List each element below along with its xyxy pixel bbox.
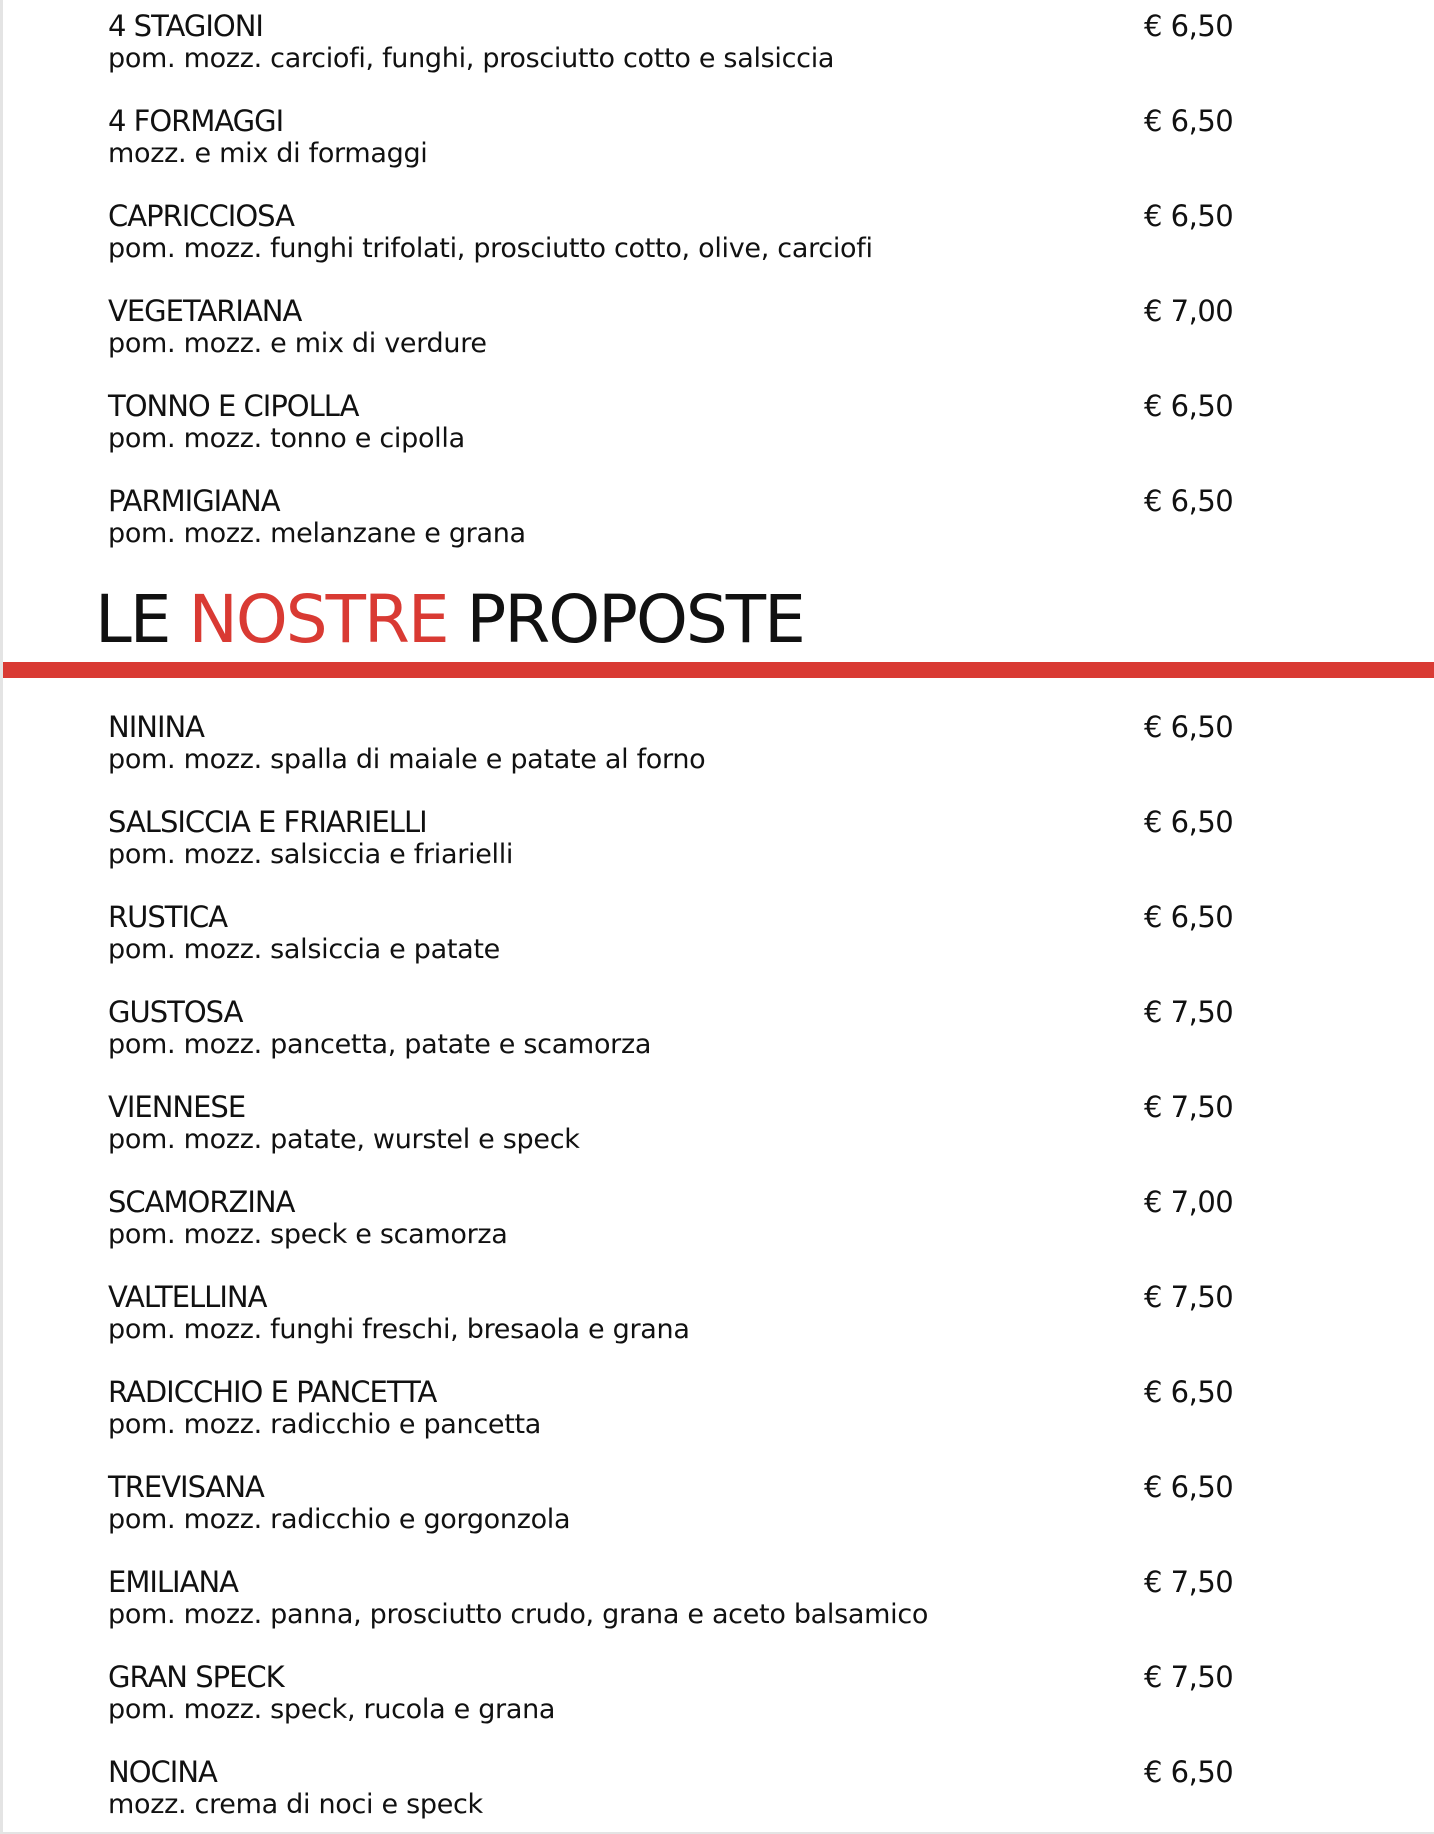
item-description: pom. mozz. salsiccia e friarielli <box>108 839 514 870</box>
menu-item <box>108 293 1238 373</box>
item-name: RADICCHIO E PANCETTA <box>108 1375 437 1409</box>
item-price: € 6,50 <box>1144 805 1234 839</box>
item-name: VEGETARIANA <box>108 294 302 328</box>
menu-item <box>108 1659 1238 1739</box>
item-name: 4 STAGIONI <box>108 9 263 43</box>
item-description: pom. mozz. funghi trifolati, prosciutto cotto, olive, carciofi <box>108 233 873 264</box>
item-description: pom. mozz. pancetta, patate e scamorza <box>108 1029 652 1060</box>
menu-item <box>108 1564 1238 1644</box>
menu-item <box>108 1374 1238 1454</box>
item-description: pom. mozz. speck, rucola e grana <box>108 1694 556 1725</box>
section-title <box>95 583 804 657</box>
item-price: € 7,50 <box>1144 1090 1234 1124</box>
menu-item <box>108 198 1238 278</box>
item-description: pom. mozz. melanzane e grana <box>108 518 526 549</box>
menu-item <box>108 388 1238 468</box>
item-description: pom. mozz. panna, prosciutto crudo, grana e aceto balsamico <box>108 1599 929 1630</box>
item-price: € 7,00 <box>1144 294 1234 328</box>
item-name: NOCINA <box>108 1755 217 1789</box>
item-price: € 6,50 <box>1144 104 1234 138</box>
item-description: pom. mozz. tonno e cipolla <box>108 423 465 454</box>
item-price: € 7,50 <box>1144 1660 1234 1694</box>
item-price: € 6,50 <box>1144 900 1234 934</box>
item-description: pom. mozz. e mix di verdure <box>108 328 487 359</box>
item-description: pom. mozz. patate, wurstel e speck <box>108 1124 580 1155</box>
menu-item <box>108 1279 1238 1359</box>
item-name: GUSTOSA <box>108 995 243 1029</box>
menu-item <box>108 994 1238 1074</box>
item-description: pom. mozz. radicchio e pancetta <box>108 1409 542 1440</box>
item-price: € 7,50 <box>1144 1565 1234 1599</box>
section-title-accent: NOSTRE <box>188 581 448 658</box>
section-title-part3: PROPOSTE <box>466 581 804 658</box>
item-description: pom. mozz. carciofi, funghi, prosciutto cotto e salsiccia <box>108 43 835 74</box>
menu-item <box>108 1469 1238 1549</box>
menu-item <box>108 1089 1238 1169</box>
item-name: PARMIGIANA <box>108 484 280 518</box>
item-name: 4 FORMAGGI <box>108 104 284 138</box>
item-description: mozz. crema di noci e speck <box>108 1789 483 1820</box>
item-description: pom. mozz. spalla di maiale e patate al forno <box>108 744 706 775</box>
item-price: € 7,50 <box>1144 1280 1234 1314</box>
item-name: VIENNESE <box>108 1090 246 1124</box>
item-price: € 6,50 <box>1144 199 1234 233</box>
item-name: GRAN SPECK <box>108 1660 284 1694</box>
item-name: VALTELLINA <box>108 1280 267 1314</box>
menu-item <box>108 103 1238 183</box>
item-price: € 6,50 <box>1144 710 1234 744</box>
menu-page <box>3 0 1434 1832</box>
item-price: € 6,50 <box>1144 389 1234 423</box>
item-name: EMILIANA <box>108 1565 238 1599</box>
item-price: € 6,50 <box>1144 1375 1234 1409</box>
menu-item <box>108 483 1238 563</box>
menu-item <box>108 804 1238 884</box>
item-price: € 7,50 <box>1144 995 1234 1029</box>
item-description: mozz. e mix di formaggi <box>108 138 428 169</box>
menu-item <box>108 1754 1238 1834</box>
item-price: € 6,50 <box>1144 1755 1234 1789</box>
item-name: TONNO E CIPOLLA <box>108 389 359 423</box>
menu-item <box>108 899 1238 979</box>
item-description: pom. mozz. funghi freschi, bresaola e grana <box>108 1314 690 1345</box>
section-title-part1: LE <box>95 581 170 658</box>
item-name: CAPRICCIOSA <box>108 199 294 233</box>
item-description: pom. mozz. speck e scamorza <box>108 1219 508 1250</box>
menu-item <box>108 1184 1238 1264</box>
menu-item <box>108 709 1238 789</box>
item-name: SALSICCIA E FRIARIELLI <box>108 805 427 839</box>
menu-item <box>108 8 1238 88</box>
item-price: € 6,50 <box>1144 9 1234 43</box>
item-price: € 6,50 <box>1144 1470 1234 1504</box>
item-name: NININA <box>108 710 205 744</box>
item-price: € 6,50 <box>1144 484 1234 518</box>
item-name: RUSTICA <box>108 900 228 934</box>
section-divider <box>3 662 1434 678</box>
item-price: € 7,00 <box>1144 1185 1234 1219</box>
item-description: pom. mozz. radicchio e gorgonzola <box>108 1504 571 1535</box>
item-name: TREVISANA <box>108 1470 264 1504</box>
item-name: SCAMORZINA <box>108 1185 295 1219</box>
item-description: pom. mozz. salsiccia e patate <box>108 934 500 965</box>
